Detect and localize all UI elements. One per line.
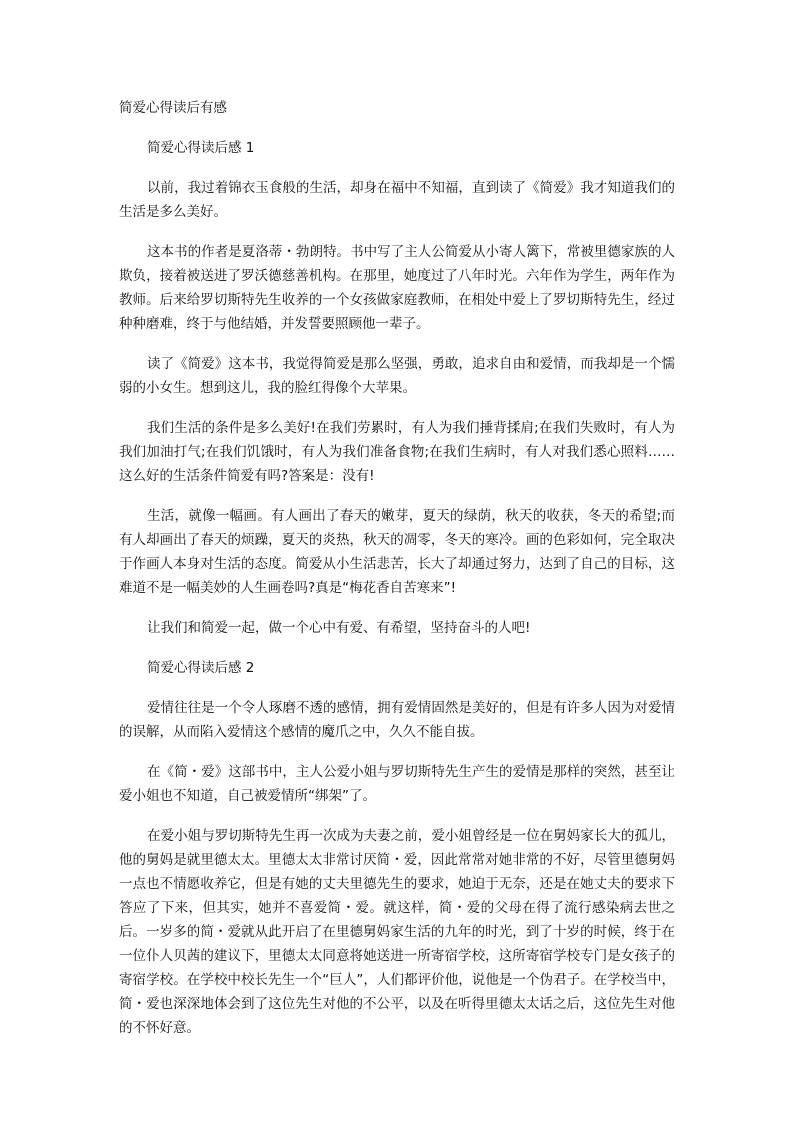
paragraph: 我们生活的条件是多么美好!在我们劳累时，有人为我们捶背揉肩;在我们失败时，有人为我们加油打气;在我们饥饿时，有人为我们准备食物;在我们生病时，有人对我们悉心照料……这么好的生活条件简爱有吗?答案是：没有! — [119, 420, 675, 484]
paragraph: 在爱小姐与罗切斯特先生再一次成为夫妻之前，爱小姐曾经是一位在舅妈家长大的孤儿，他的舅妈是就里德太太。里德太太非常讨厌简・爱，因此常常对她非常的不好，尽管里德舅妈一点也不情愿收养它，但是有她的丈夫里德先生的要求，她迫于无奈，还是在她丈夫的要求下答应了下来，但其实，她并不喜爱简・爱。就这样，简・爱的父母在得了流行感染病去世之后。一岁多的简・爱就从此开启了在里德舅妈家生活的九年的时光，到了十岁的时候，终于在一位仆人贝茜的建议下，里德太太同意将她送进一所寄宿学校，这所寄宿学校专门是女孩子的寄宿学校。在学校中校长先生一个“巨人”，人们都评价他，说他是一个伪君子。在学校当中，简・爱也深深地体会到了这位先生对他的不公平，以及在听得里德太太话之后，这位先生对他的不怀好意。 — [119, 828, 675, 1036]
document-page — [119, 96, 675, 1054]
section-1 — [119, 136, 675, 640]
paragraph: 读了《简爱》这本书，我觉得简爱是那么坚强，勇敢，追求自由和爱情，而我却是一个懦弱的小女生。想到这儿，我的脸红得像个大苹果。 — [119, 356, 675, 396]
paragraph: 在《简・爱》这部书中，主人公爱小姐与罗切斯特先生产生的爱情是那样的突然，甚至让爱小姐也不知道，自己被爱情所“绑架”了。 — [119, 764, 675, 804]
paragraph: 让我们和简爱一起，做一个心中有爱、有希望，坚持奋斗的人吧! — [147, 620, 531, 636]
document-title: 简爱心得读后有感 — [119, 100, 227, 116]
paragraph: 以前，我过着锦衣玉食般的生活，却身在福中不知福，直到读了《简爱》我才知道我们的生活是多么美好。 — [119, 180, 675, 220]
paragraph: 爱情往往是一个令人琢磨不透的感情，拥有爱情固然是美好的，但是有许多人因为对爱情的误解，从而陷入爱情这个感情的魔爪之中，久久不能自拔。 — [119, 700, 675, 740]
section-heading: 简爱心得读后感 2 — [147, 660, 255, 676]
paragraph: 这本书的作者是夏洛蒂・勃朗特。书中写了主人公简爱从小寄人篱下，常被里德家族的人欺负，接着被送进了罗沃德慈善机构。在那里，她度过了八年时光。六年作为学生，两年作为教师。后来给罗切斯特先生收养的一个女孩做家庭教师，在相处中爱上了罗切斯特先生，经过种种磨难，终于与他结婚，并发誓要照顾他一辈子。 — [119, 244, 675, 332]
section-heading: 简爱心得读后感 1 — [147, 140, 255, 156]
section-2 — [119, 656, 675, 1040]
paragraph: 生活，就像一幅画。有人画出了春天的嫩芽，夏天的绿荫，秋天的收获，冬天的希望;而有人却画出了春天的烦躁，夏天的炎热，秋天的凋零，冬天的寒冷。画的色彩如何，完全取决于作画人本身对生活的态度。简爱从小生活悲苦，长大了却通过努力，达到了自己的目标，这难道不是一幅美妙的人生画卷吗?真是“梅花香自苦寒来”! — [119, 508, 675, 596]
